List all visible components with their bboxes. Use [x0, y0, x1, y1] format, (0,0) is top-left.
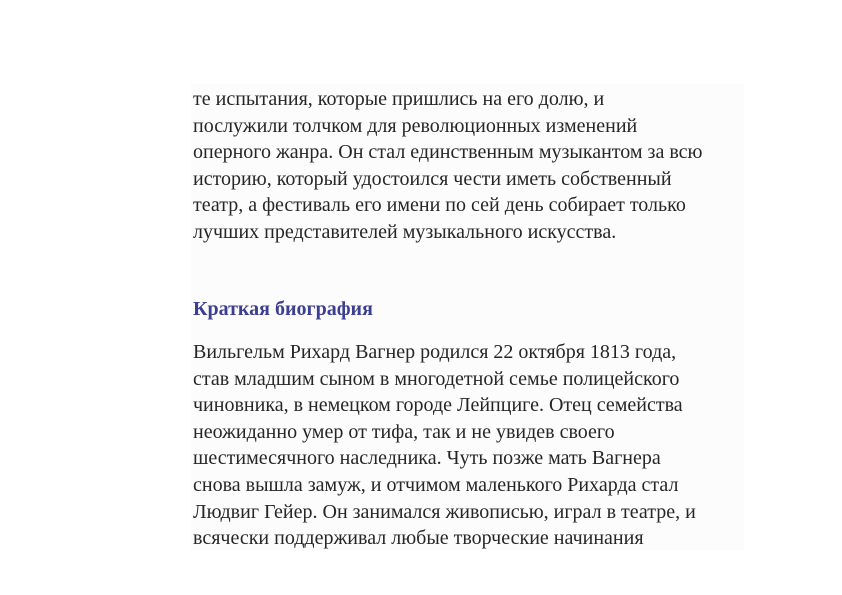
paragraph-line: Вильгельм Рихард Вагнер родился 22 октября 1813 года,: [193, 341, 677, 363]
paragraph-line: лучших представителей музыкального искусства.: [193, 220, 617, 243]
paragraph-line: Людвиг Гейер. Он занимался живописью, играл в театре, и: [193, 500, 696, 523]
paragraph-line: снова вышла замуж, и отчимом маленького Рихарда стал: [193, 473, 679, 496]
intro-paragraph: [193, 86, 702, 246]
paragraph-line: став младшим сыном в многодетной семье полицейского: [193, 367, 680, 390]
biography-paragraph: [193, 339, 696, 552]
paragraph-line: чиновника, в немецком городе Лейпциге. Отец семейства: [193, 394, 683, 417]
paragraph-line: всячески поддерживал любые творческие начинания: [193, 527, 644, 550]
paragraph-line: театр, а фестиваль его имени по сей день собирает только: [193, 194, 686, 217]
paragraph-line: послужили толчком для революционных изменений: [193, 114, 638, 137]
paragraph-line: неожиданно умер от тифа, так и не увидев своего: [193, 420, 615, 443]
paragraph-line: оперного жанра. Он стал единственным музыкантом за всю: [193, 141, 703, 164]
text-block: [191, 84, 744, 550]
paragraph-line: те испытания, которые пришлись на его долю, и: [193, 88, 605, 110]
section-heading: Краткая биография: [193, 298, 373, 320]
paragraph-line: историю, который удостоился чести иметь собственный: [193, 167, 672, 190]
paragraph-line: шестимесячного наследника. Чуть позже мать Вагнера: [193, 447, 661, 470]
